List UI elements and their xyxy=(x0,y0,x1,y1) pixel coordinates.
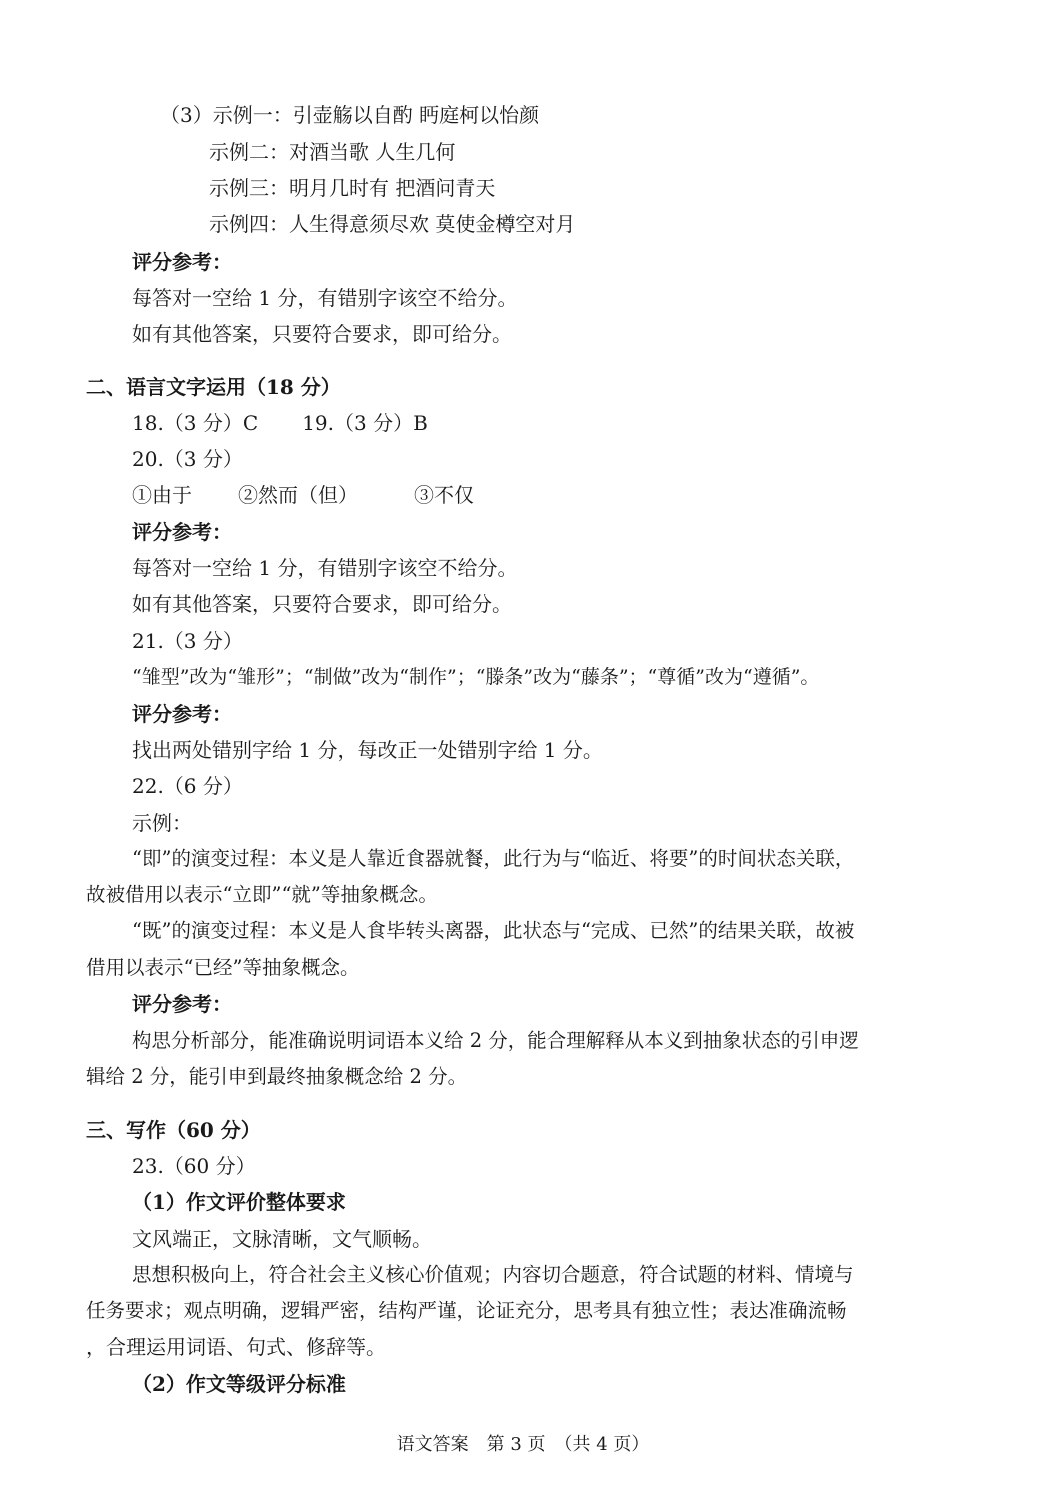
q22-ji2-line2: 借用以表示“已经”等抽象概念。 xyxy=(86,956,360,979)
sub1-title: （1）作文评价整体要求 xyxy=(132,1190,346,1214)
q22-rule-line1: 构思分析部分，能准确说明词语本义给 2 分，能合理解释从本义到抽象状态的引申逻 xyxy=(132,1029,859,1052)
q18-19-answers xyxy=(132,410,428,436)
q22-scoring-label: 评分参考： xyxy=(132,992,232,1016)
q3-prefix: （3） xyxy=(160,103,213,127)
q22-ji2-line1: “既”的演变过程：本义是人食毕转头离器，此状态与“完成、已然”的结果关联，故被 xyxy=(132,919,855,942)
section2-heading: 二、语言文字运用（18 分） xyxy=(86,375,341,399)
q22-example-label: 示例： xyxy=(132,811,192,835)
q21-title: 21.（3 分） xyxy=(132,629,243,653)
q22-ji1-line2: 故被借用以表示“立即”“就”等抽象概念。 xyxy=(86,883,438,906)
sub1-line2: 思想积极向上，符合社会主义核心价值观；内容切合题意，符合试题的材料、情境与 xyxy=(132,1263,854,1286)
sub1-line1: 文风端正，文脉清晰，文气顺畅。 xyxy=(132,1227,432,1251)
q3-example2: 示例二：对酒当歌 人生几何 xyxy=(209,140,456,164)
q3-example1 xyxy=(160,102,539,128)
q3-example3: 示例三：明月几时有 把酒问青天 xyxy=(209,176,496,200)
scoring-label-1: 评分参考： xyxy=(132,250,232,274)
q20-scoring-label: 评分参考： xyxy=(132,520,232,544)
example1-text: 示例一：引壶觞以自酌 眄庭柯以怡颜 xyxy=(212,103,540,127)
section3-heading: 三、写作（60 分） xyxy=(86,1118,261,1142)
sub2-title: （2）作文等级评分标准 xyxy=(132,1372,346,1396)
q21-scoring-label: 评分参考： xyxy=(132,702,232,726)
sub1-line3: 任务要求；观点明确，逻辑严密，结构严谨，论证充分，思考具有独立性；表达准确流畅 xyxy=(86,1299,847,1322)
q21-answer: “雏型”改为“雏形”；“制做”改为“制作”；“滕条”改为“藤条”；“尊循”改为“遵循”。 xyxy=(132,666,820,688)
q20-answer-2: ②然而（但） xyxy=(238,483,358,507)
q20-title: 20.（3 分） xyxy=(132,447,243,471)
scoring-rule-1a: 每答对一空给 1 分，有错别字该空不给分。 xyxy=(132,286,518,310)
q20-answers xyxy=(132,482,474,508)
q22-title: 22.（6 分） xyxy=(132,774,243,798)
q18-answer: 18.（3 分）C xyxy=(132,411,259,435)
q21-rule: 找出两处错别字给 1 分，每改正一处错别字给 1 分。 xyxy=(132,738,603,762)
q20-answer-3: ③不仅 xyxy=(414,483,474,507)
q3-example4: 示例四：人生得意须尽欢 莫使金樽空对月 xyxy=(209,212,576,236)
q22-rule-line2: 辑给 2 分，能引申到最终抽象概念给 2 分。 xyxy=(86,1065,468,1088)
q20-answer-1: ①由于 xyxy=(132,483,192,507)
q22-ji1-line1: “即”的演变过程：本义是人靠近食器就餐，此行为与“临近、将要”的时间状态关联， xyxy=(132,847,855,870)
q20-rule-2: 如有其他答案，只要符合要求，即可给分。 xyxy=(132,592,512,616)
q23-title: 23.（60 分） xyxy=(132,1154,256,1178)
sub1-line4: ，合理运用词语、句式、修辞等。 xyxy=(86,1335,386,1359)
q19-answer: 19.（3 分）B xyxy=(302,411,428,435)
scoring-rule-1b: 如有其他答案，只要符合要求，即可给分。 xyxy=(132,322,512,346)
page-footer: 语文答案 第 3 页 （共 4 页） xyxy=(396,1434,650,1455)
q20-rule-1: 每答对一空给 1 分，有错别字该空不给分。 xyxy=(132,556,518,580)
